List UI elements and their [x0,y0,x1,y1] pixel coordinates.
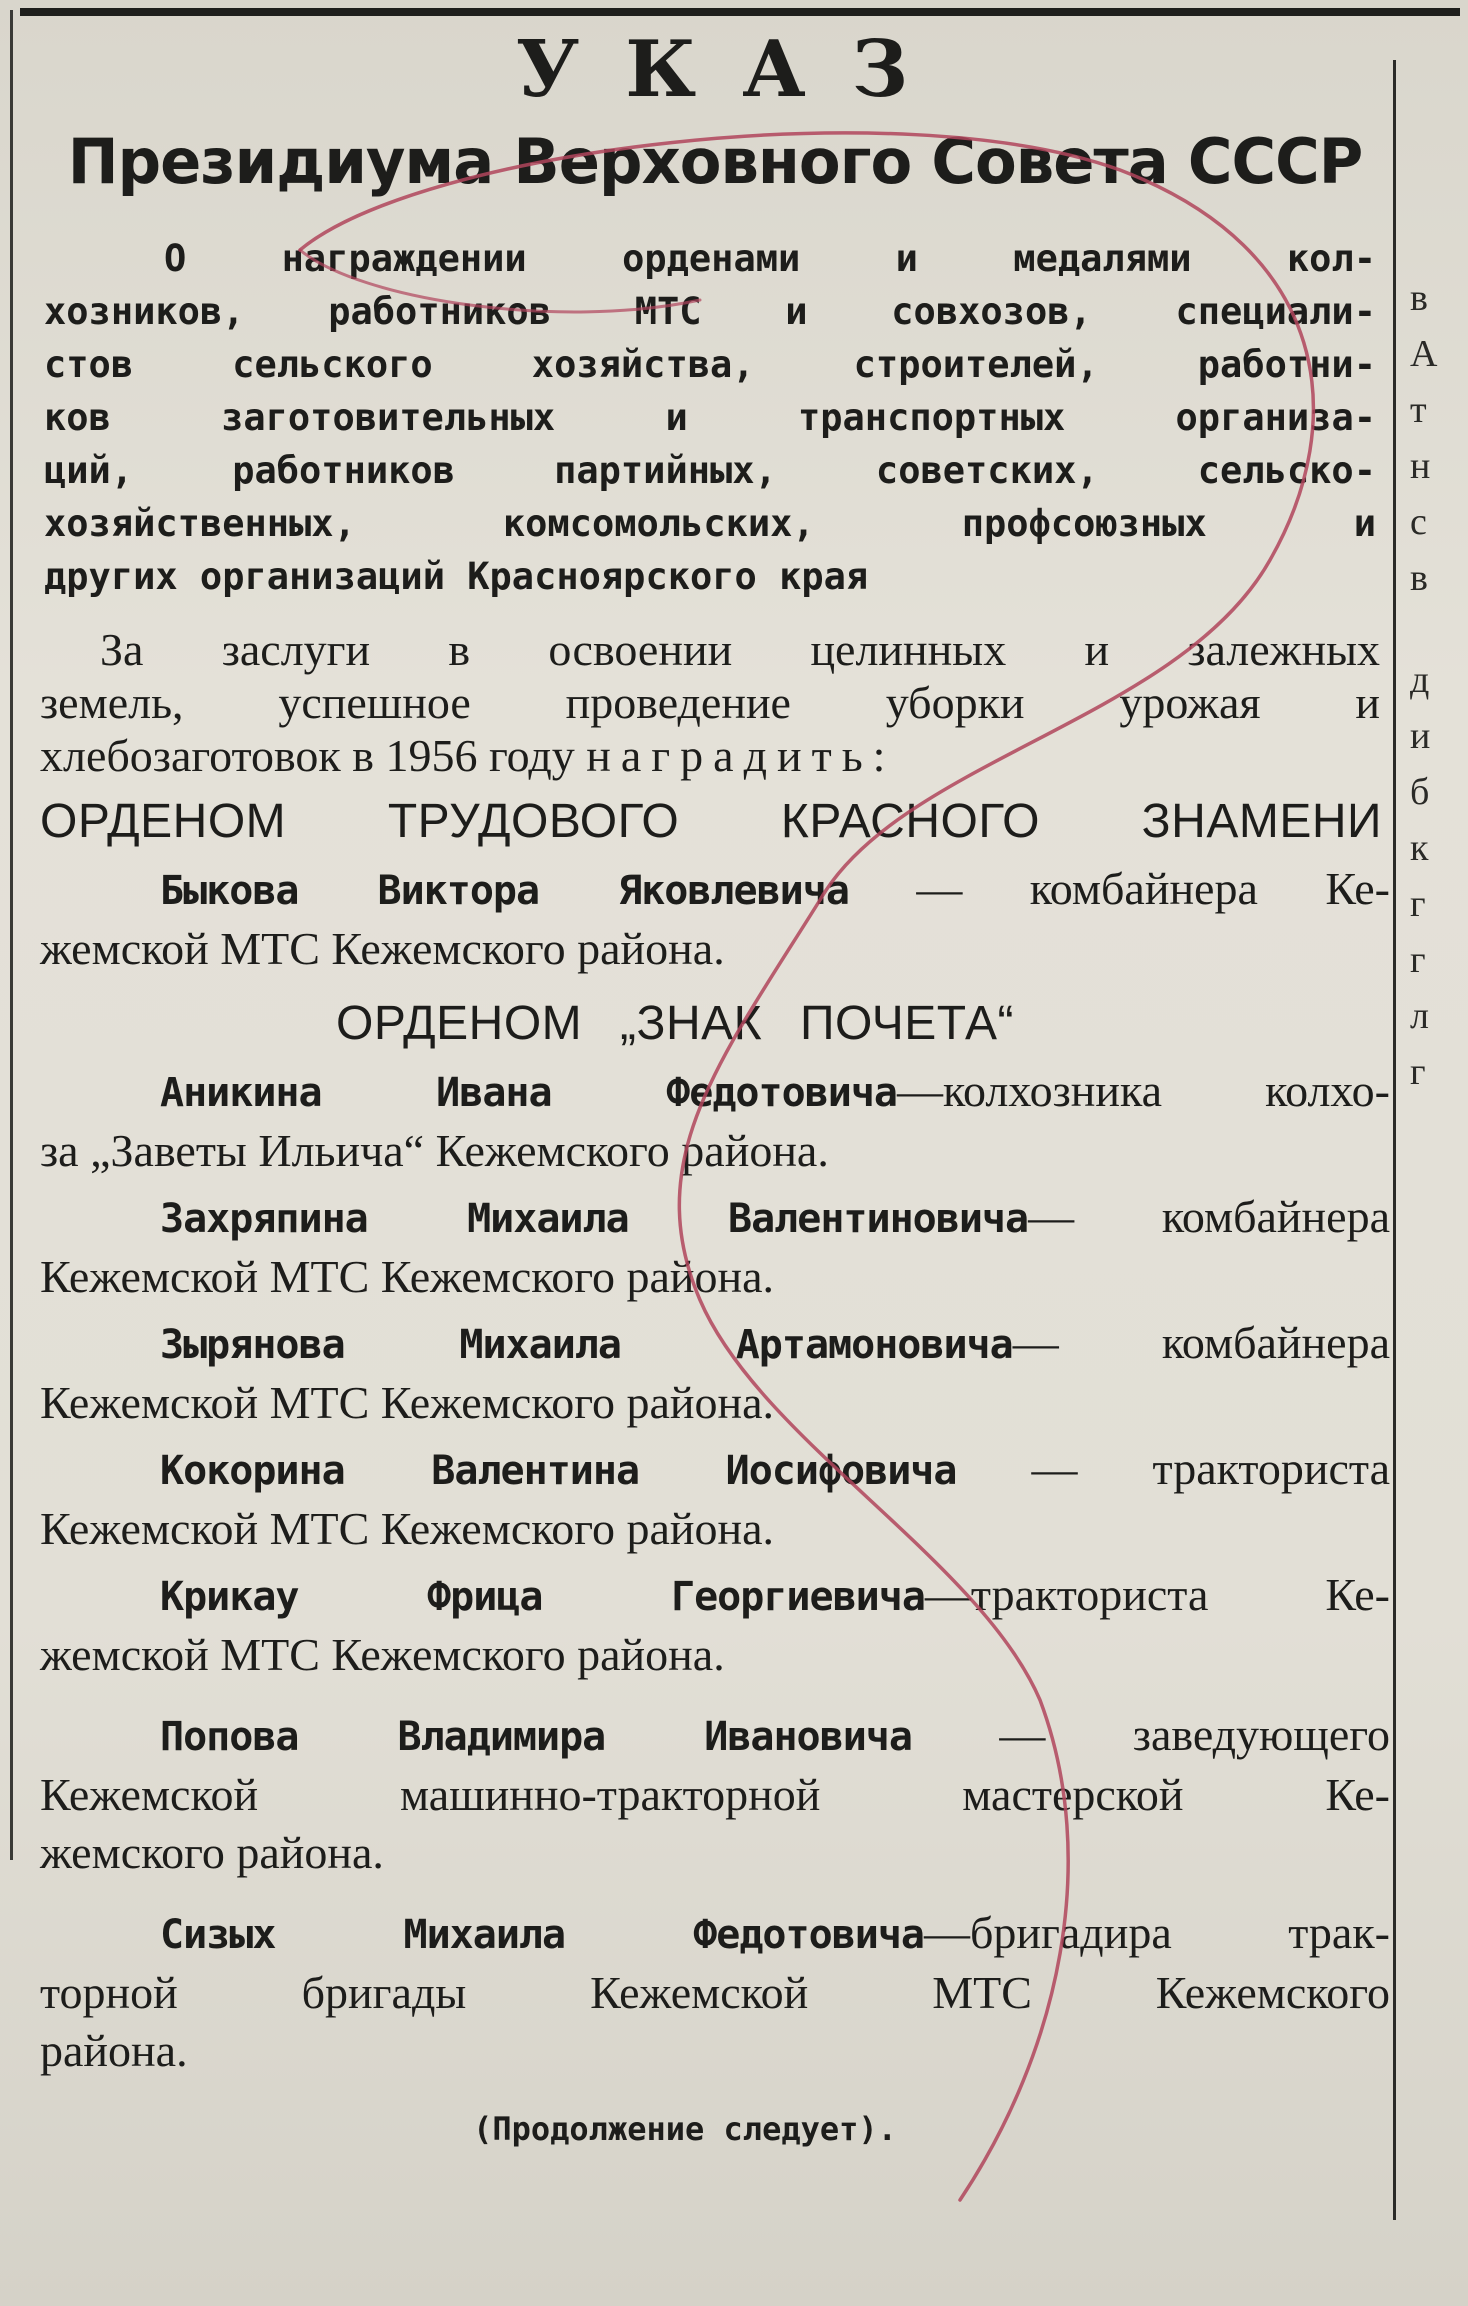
subject-line: других организаций Красноярского края [44,555,869,598]
awardee-name: Аникина Ивана Федотовича [160,1070,897,1116]
awardee-line [40,1062,1390,1122]
subject-line: ций, работников партийных, советских, сельско- [44,449,1376,492]
awardee-line [40,1440,1390,1500]
awardee-line: Кежемской МТС Кежемского района. [40,1251,775,1302]
subject-line: ков заготовительных и транспортных организа- [44,396,1376,439]
awardee-role: — заведующего [911,1709,1390,1760]
decree-article [40,20,1390,2148]
awardee-line [40,1904,1390,1964]
awardee-entry [40,1314,1390,1432]
subject-line: стов сельского хозяйства, строителей, работни- [44,343,1376,386]
awardee-role: — комбайнера [1012,1317,1390,1368]
awardee-name: Сизых Михаила Федотовича [160,1912,924,1958]
awardee-line: Кежемской МТС Кежемского района. [40,1377,775,1428]
awardee-entry [40,1440,1390,1558]
awardee-name: Попова Владимира Ивановича [160,1714,912,1760]
neighbor-letter: г [1410,883,1426,925]
preamble-line: За заслуги в освоении целинных и залежных [100,624,1380,675]
awardee-entry [40,1566,1390,1684]
preamble-line [40,729,1380,782]
top-rule [20,8,1460,16]
neighbor-letter: г [1410,1051,1426,1093]
issuing-body-title: Президиума Верховного Совета СССР [67,125,1363,198]
preamble-line: земель, успешное проведение уборки урожая и [40,677,1380,728]
awardee-line: жемской МТС Кежемского района. [40,1629,725,1680]
order-heading-badge-of-honor: ОРДЕНОМ „ЗНАК ПОЧЕТА“ [336,997,1014,1050]
subject-line: О награждении орденами и медалями кол- [164,237,1376,280]
awardee-line [40,1314,1390,1374]
awardee-role: —бригадира трак- [924,1907,1391,1958]
left-column-rule [10,10,13,1860]
neighbor-letter: А [1410,333,1438,375]
awardee-role: — комбайнера [1028,1191,1391,1242]
neighbor-letter: т [1410,389,1427,431]
awardee-role: —колхозника колхо- [896,1065,1391,1116]
awardee-line: Кежемской машинно-тракторной мастерской Ке- [40,1769,1390,1820]
awardee-entry [40,860,1390,978]
awardee-line [40,1706,1390,1766]
awardee-name: Быкова Виктора Яковлевича [160,868,849,914]
neighbor-letter: д [1410,659,1430,701]
awardee-line [40,1566,1390,1626]
awardee-entry [40,1188,1390,1306]
awardee-name: Зырянова Михаила Артамоновича [160,1322,1013,1368]
neighbor-letter: к [1410,827,1429,869]
awardee-role: — тракториста [956,1443,1390,1494]
decree-heading: УКАЗ [515,24,955,115]
neighbor-letter: в [1410,557,1428,599]
neighbor-letter: с [1410,501,1427,543]
awardee-name: Кокорина Валентина Иосифовича [160,1448,957,1494]
awardee-line: за „Заветы Ильича“ Кежемского района. [40,1125,829,1176]
neighbor-letter: н [1410,445,1431,487]
awardee-role: —тракториста Ке- [924,1569,1390,1620]
decree-subject [40,232,1390,603]
awardee-line: Кежемской МТС Кежемского района. [40,1503,775,1554]
subject-line: хозяйственных, комсомольских, профсоюзных и [44,502,1376,545]
neighbor-column-fragment [1410,270,1468,1100]
neighbor-letter: г [1410,939,1426,981]
awardee-name: Крикау Фрица Георгиевича [160,1574,925,1620]
awardee-name: Захряпина Михаила Валентиновича [160,1196,1029,1242]
awardee-line: торной бригады Кежемской МТС Кежемского [40,1967,1390,2018]
awardee-entry [40,1062,1390,1180]
continuation-note: (Продолжение следует). [473,2110,897,2148]
preamble-verb: наградить: [586,730,896,781]
awardee-role: — комбайнера Ке- [848,863,1390,914]
awardee-line [40,1188,1390,1248]
awardee-line: района. [40,2025,188,2076]
neighbor-letter: л [1410,995,1429,1037]
neighbor-letter: б [1410,771,1430,813]
awardee-line: жемского района. [40,1827,384,1878]
neighbor-gap [1410,606,1468,652]
column-divider [1393,60,1396,2220]
neighbor-letter: и [1410,715,1431,757]
awardee-line: жемской МТС Кежемского района. [40,923,725,974]
awardee-entry [40,1904,1390,2080]
subject-line: хозников, работников МТС и совхозов, специали- [44,290,1376,333]
awardee-entry [40,1706,1390,1882]
preamble-text: хлебозаготовок в 1956 году [40,730,587,781]
order-heading-red-banner: ОРДЕНОМ ТРУДОВОГО КРАСНОГО ЗНАМЕНИ [40,795,1382,848]
awardee-line [40,860,1390,920]
decree-preamble [40,623,1390,782]
neighbor-letter: в [1410,277,1428,319]
